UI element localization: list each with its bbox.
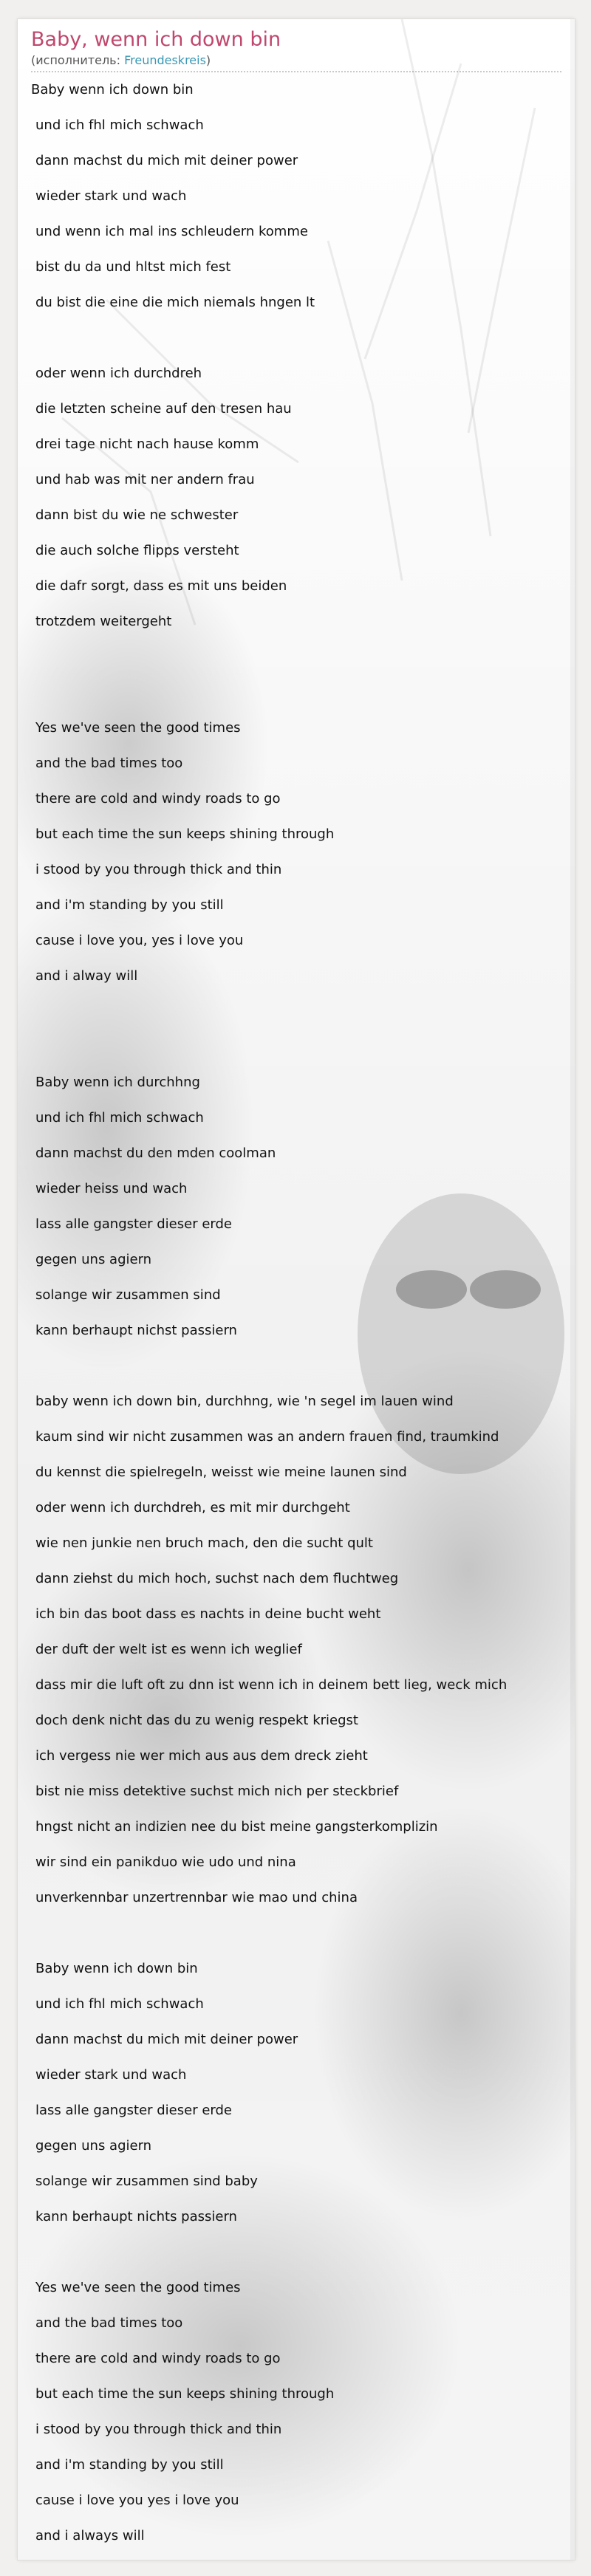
lyric-line: drei tage nicht nach hause komm: [35, 436, 259, 452]
stanza-gap: [31, 994, 575, 1065]
lyric-line: der duft der welt ist es wenn ich weglief: [35, 1642, 302, 1657]
lyric-line: but each time the sun keeps shining through: [35, 2386, 335, 2402]
lyric-line: du bist die eine die mich niemals hngen lt: [35, 295, 315, 310]
performer-line: [31, 53, 561, 68]
stanza-gap: [31, 1349, 575, 1384]
lyric-line: die letzten scheine auf den tresen hau: [35, 401, 292, 417]
lyric-line: kann berhaupt nichst passiern: [35, 1323, 237, 1338]
lyric-line: lass alle gangster dieser erde: [35, 1216, 232, 1232]
lyric-line: und ich fhl mich schwach: [35, 1996, 204, 2012]
lyric-line: and i always will: [35, 2528, 145, 2544]
lyric-line: die auch solche flipps versteht: [35, 543, 239, 558]
lyric-line: and i alway will: [35, 968, 138, 984]
lyric-line: ich vergess nie wer mich aus aus dem dreck zieht: [35, 1748, 368, 1764]
lyric-line: Baby wenn ich down bin: [31, 82, 194, 97]
lyric-line: Yes we've seen the good times: [35, 2280, 241, 2295]
lyric-line: solange wir zusammen sind: [35, 1287, 221, 1303]
lyric-line: and i'm standing by you still: [35, 2457, 224, 2473]
lyric-line: wieder heiss und wach: [35, 1181, 188, 1196]
song-title: Baby, wenn ich down bin: [31, 28, 281, 51]
lyric-line: wir sind ein panikduo wie udo und nina: [35, 1854, 296, 1870]
lyric-line: dass mir die luft oft zu dnn ist wenn ich in deinem bett lieg, weck mich: [35, 1677, 508, 1693]
performer-prefix: (исполнитель:: [31, 53, 125, 67]
lyric-line: und wenn ich mal ins schleudern komme: [35, 224, 308, 239]
lyric-line: bist nie miss detektive suchst mich nich per steckbrief: [35, 1784, 399, 1799]
lyric-line: dann bist du wie ne schwester: [35, 507, 239, 523]
lyric-line: lass alle gangster dieser erde: [35, 2103, 232, 2118]
lyric-line: kaum sind wir nicht zusammen was an andern frauen find, traumkind: [35, 1429, 499, 1445]
lyric-line: cause i love you, yes i love you: [35, 933, 244, 948]
lyric-line: wieder stark und wach: [35, 2067, 187, 2083]
lyric-line: trotzdem weitergeht: [35, 614, 172, 629]
lyric-line: and the bad times too: [35, 2315, 183, 2331]
lyric-line: but each time the sun keeps shining through: [35, 826, 335, 842]
lyric-line: oder wenn ich durchdreh, es mit mir durchgeht: [35, 1500, 350, 1515]
lyric-line: du kennst die spielregeln, weisst wie meine launen sind: [35, 1465, 407, 1480]
lyric-line: und ich fhl mich schwach: [35, 1110, 204, 1126]
lyric-line: dann machst du mich mit deiner power: [35, 153, 298, 168]
lyric-line: kann berhaupt nichts passiern: [35, 2209, 237, 2224]
lyric-line: and i'm standing by you still: [35, 897, 224, 913]
lyric-line: there are cold and windy roads to go: [35, 2351, 281, 2366]
lyric-line: und ich fhl mich schwach: [35, 117, 204, 133]
stanza-gap: [31, 321, 575, 356]
lyric-line: i stood by you through thick and thin: [35, 862, 282, 877]
lyric-line: gegen uns agiern: [35, 1252, 152, 1267]
lyric-line: Baby wenn ich down bin: [35, 1961, 198, 1976]
lyric-line: bist du da und hltst mich fest: [35, 259, 231, 275]
lyric-line: ich bin das boot dass es nachts in deine bucht weht: [35, 1606, 381, 1622]
lyric-line: gegen uns agiern: [35, 2138, 152, 2154]
lyrics-body: [18, 72, 575, 2554]
lyric-line: unverkennbar unzertrennbar wie mao und china: [35, 1890, 358, 1905]
lyric-line: solange wir zusammen sind baby: [35, 2174, 258, 2189]
lyric-line: hngst nicht an indizien nee du bist meine gangsterkomplizin: [35, 1819, 438, 1835]
stanza-gap: [31, 1916, 575, 1951]
stanza-gap: [31, 2235, 575, 2270]
stanza-gap: [31, 640, 575, 710]
lyric-line: Baby wenn ich durchhng: [35, 1075, 200, 1090]
lyric-line: and the bad times too: [35, 756, 183, 771]
lyric-line: dann machst du mich mit deiner power: [35, 2032, 298, 2047]
song-header: [18, 19, 575, 68]
lyric-line: oder wenn ich durchdreh: [35, 366, 202, 381]
lyric-line: dann ziehst du mich hoch, suchst nach dem fluchtweg: [35, 1571, 399, 1586]
lyric-line: wie nen junkie nen bruch mach, den die sucht qult: [35, 1535, 373, 1551]
lyric-line: dann machst du den mden coolman: [35, 1145, 276, 1161]
lyric-line: Yes we've seen the good times: [35, 720, 241, 736]
lyrics-card: [18, 19, 575, 2560]
lyric-line: there are cold and windy roads to go: [35, 791, 281, 806]
lyric-line: die dafr sorgt, dass es mit uns beiden: [35, 578, 287, 594]
lyric-line: und hab was mit ner andern frau: [35, 472, 255, 487]
performer-suffix: ): [205, 53, 211, 67]
lyric-line: cause i love you yes i love you: [35, 2493, 239, 2508]
performer-link[interactable]: Freundeskreis: [124, 53, 206, 67]
lyric-line: i stood by you through thick and thin: [35, 2422, 282, 2437]
lyric-line: doch denk nicht das du zu wenig respekt kriegst: [35, 1713, 358, 1728]
lyric-line: wieder stark und wach: [35, 188, 187, 204]
lyric-line: baby wenn ich down bin, durchhng, wie 'n segel im lauen wind: [35, 1394, 454, 1409]
